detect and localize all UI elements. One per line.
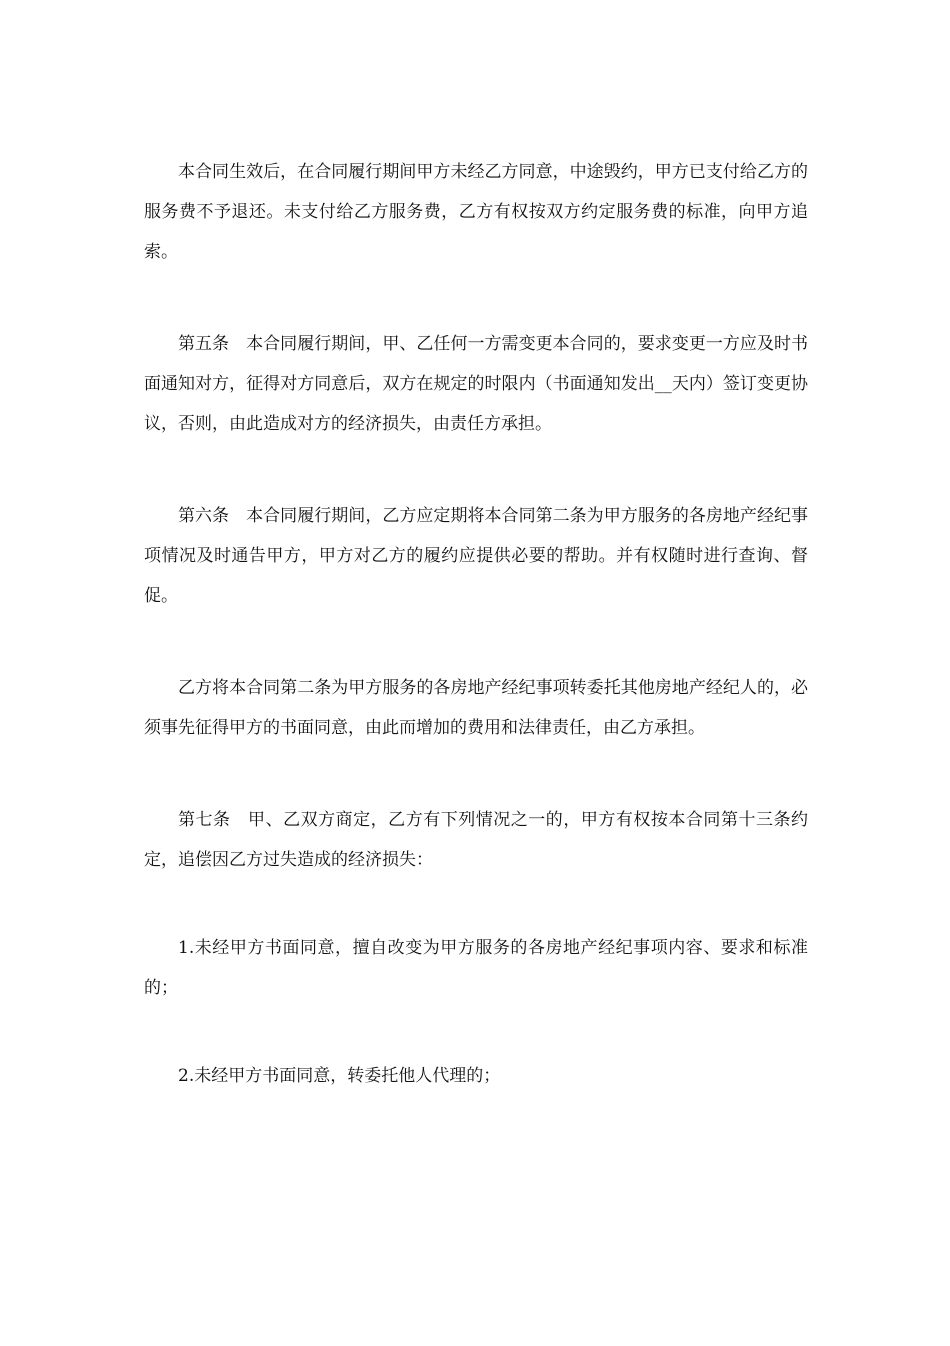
paragraph-text: 本合同履行期间，甲、乙任何一方需变更本合同的，要求变更一方应及时书面通知对方，征得对方同意后，双方在规定的时限内（书面通知发出__天内）签订变更协议，否则，由此造成对方的经济损失，由责任方承担。 bbox=[144, 334, 809, 434]
paragraph-text: 本合同履行期间，乙方应定期将本合同第二条为甲方服务的各房地产经纪事项情况及时通告甲方，甲方对乙方的履约应提供必要的帮助。并有权随时进行查询、督促。 bbox=[144, 506, 809, 606]
paragraph-text: 甲、乙双方商定，乙方有下列情况之一的，甲方有权按本合同第十三条约定，追偿因乙方过失造成的经济损失： bbox=[144, 810, 809, 870]
list-item-1 bbox=[144, 928, 808, 1008]
list-item-2 bbox=[144, 1056, 808, 1096]
paragraph-text: 1.未经甲方书面同意，擅自改变为甲方服务的各房地产经纪事项内容、要求和标准的； bbox=[144, 938, 808, 998]
article-number: 第五条 bbox=[178, 334, 230, 354]
document-body bbox=[144, 152, 808, 1144]
article-number: 第六条 bbox=[178, 506, 230, 526]
paragraph-termination bbox=[144, 152, 808, 272]
paragraph-text: 2.未经甲方书面同意，转委托他人代理的； bbox=[178, 1066, 501, 1086]
paragraph-subcontract bbox=[144, 668, 808, 748]
paragraph-text: 乙方将本合同第二条为甲方服务的各房地产经纪事项转委托其他房地产经纪人的，必须事先征得甲方的书面同意，由此而增加的费用和法律责任，由乙方承担。 bbox=[144, 678, 808, 738]
paragraph-article-7 bbox=[144, 800, 808, 880]
paragraph-article-6 bbox=[144, 496, 808, 616]
article-number: 第七条 bbox=[178, 810, 231, 830]
paragraph-text: 本合同生效后，在合同履行期间甲方未经乙方同意，中途毁约，甲方已支付给乙方的服务费不予退还。未支付给乙方服务费，乙方有权按双方约定服务费的标准，向甲方追索。 bbox=[144, 162, 808, 262]
paragraph-article-5 bbox=[144, 324, 808, 444]
